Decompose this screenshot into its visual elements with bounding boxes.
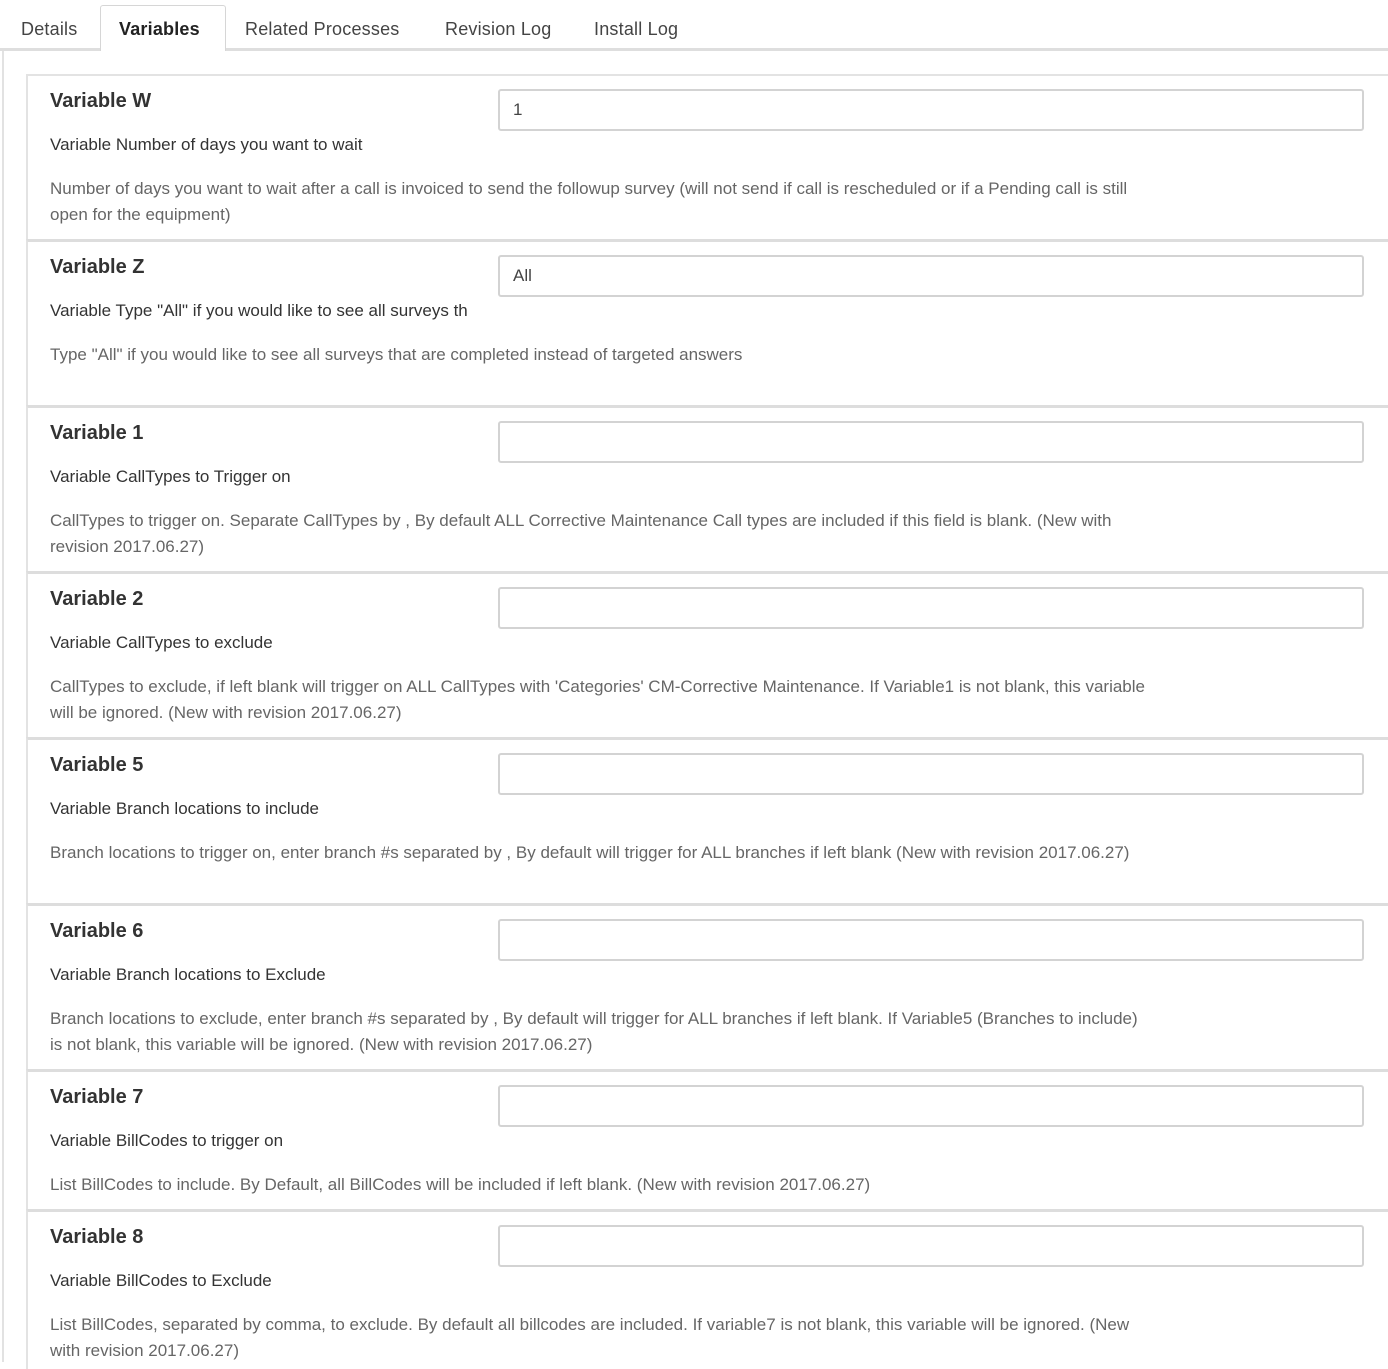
variable-subtitle: Variable CallTypes to exclude [50,633,273,652]
variable-card-7 [26,1069,1388,1209]
variable-card-8 [26,1209,1388,1369]
variable-6-input[interactable] [498,919,1364,961]
variable-card-6 [26,903,1388,1069]
variable-subtitle: Variable BillCodes to trigger on [50,1131,284,1150]
variable-description: Branch locations to exclude, enter branch #s separated by , By default will trigger for ALL branches if left blank. If Variable5 (Branches to include) is not blank, this variable will be ignored. (New with revision 2017.06.27) [50,1009,1138,1054]
variable-card-2 [26,571,1388,737]
variable-subtitle: Variable Type "All" if you would like to see all surveys th [50,301,468,320]
variable-card-z [26,239,1388,405]
variables-list [26,74,1388,1369]
variable-subtitle: Variable Number of days you want to wait [50,135,363,154]
tab-details[interactable]: Details [21,19,78,39]
variable-2-input[interactable] [498,587,1364,629]
variable-title: Variable 8 [50,1226,144,1248]
variable-7-input[interactable] [498,1085,1364,1127]
tab-install-log[interactable]: Install Log [594,19,679,39]
variable-description: CallTypes to trigger on. Separate CallTypes by , By default ALL Corrective Maintenance Call types are included if this field is blank. (New with revision 2017.06.27) [50,511,1112,556]
variable-card-1 [26,405,1388,571]
variable-description: List BillCodes, separated by comma, to exclude. By default all billcodes are included. If variable7 is not blank, this variable will be ignored. (New with revision 2017.06.27) [50,1315,1130,1360]
variable-description: Number of days you want to wait after a call is invoiced to send the followup survey (will not send if call is rescheduled or if a Pending call is still open for the equipment) [50,179,1128,224]
variable-title: Variable 1 [50,422,144,444]
variable-description: Branch locations to trigger on, enter branch #s separated by , By default will trigger for ALL branches if left blank (New with revision 2017.06.27) [50,843,1130,862]
variable-w-input[interactable] [498,89,1364,131]
variable-title: Variable 2 [50,588,144,610]
variable-z-input[interactable] [498,255,1364,297]
variable-title: Variable W [50,90,152,112]
variable-5-input[interactable] [498,753,1364,795]
variable-subtitle: Variable Branch locations to Exclude [50,965,326,984]
variable-title: Variable 7 [50,1086,144,1108]
variable-subtitle: Variable Branch locations to include [50,799,320,818]
variable-card-w [26,74,1388,239]
tab-variables[interactable]: Variables [100,5,226,51]
variable-description: Type "All" if you would like to see all surveys that are completed instead of targeted answers [50,345,743,364]
variable-description: List BillCodes to include. By Default, all BillCodes will be included if left blank. (New with revision 2017.06.27) [50,1175,871,1194]
variable-description: CallTypes to exclude, if left blank will trigger on ALL CallTypes with 'Categories' CM-Corrective Maintenance. If Variable1 is not blank, this variable will be ignored. (New with revision 2017.06.27) [50,677,1145,722]
tab-revision-log[interactable]: Revision Log [445,19,552,39]
variable-card-5 [26,737,1388,903]
variable-title: Variable Z [50,256,145,278]
variable-title: Variable 6 [50,920,144,942]
variable-1-input[interactable] [498,421,1364,463]
tab-bar [0,0,1388,52]
tab-related-processes[interactable]: Related Processes [245,19,400,39]
variable-subtitle: Variable BillCodes to Exclude [50,1271,272,1290]
variable-8-input[interactable] [498,1225,1364,1267]
variable-title: Variable 5 [50,754,144,776]
variable-subtitle: Variable CallTypes to Trigger on [50,467,291,486]
